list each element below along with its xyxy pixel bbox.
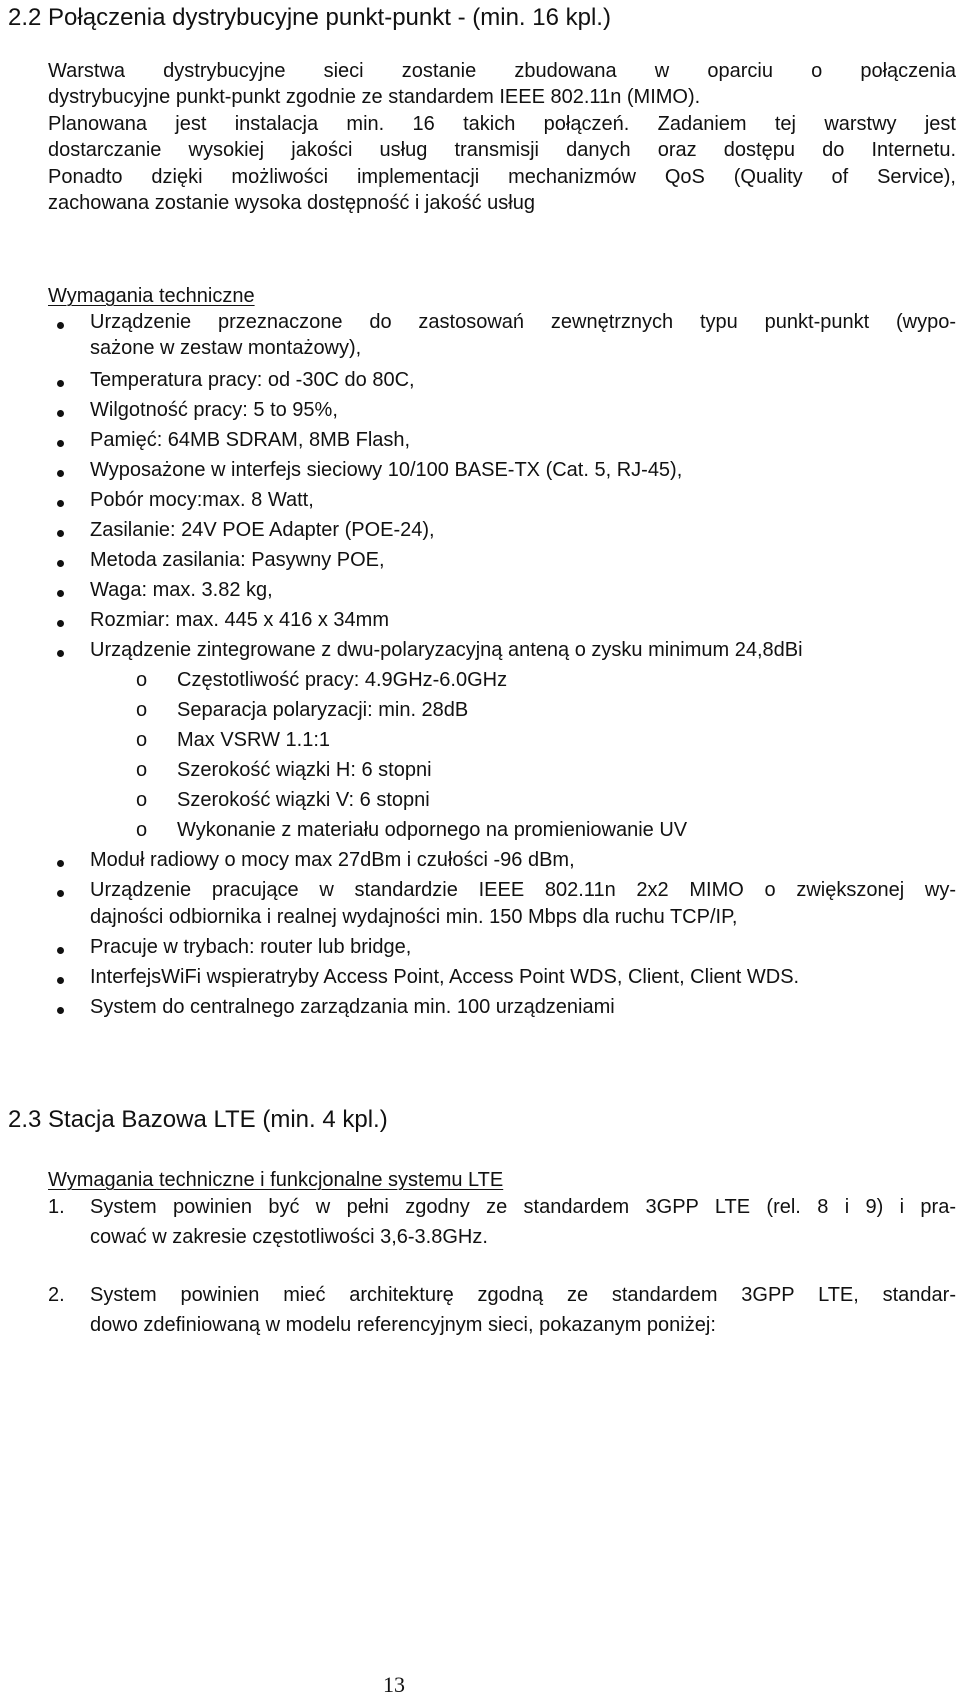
list-number: 1. [48,1196,65,1218]
bullet-dot [57,322,64,329]
paragraph-line: zachowana zostanie wysoka dostępność i jakość usług [48,192,535,214]
bullet-dot [57,410,64,417]
bullet-dot [57,620,64,627]
sub-list-item: Szerokość wiązki H: 6 stopni [177,759,432,781]
list-item: Wilgotność pracy: 5 to 95%, [90,399,338,421]
bullet-dot [57,380,64,387]
sub-bullet-marker: o [136,819,148,841]
sub-bullet-marker: o [136,699,148,721]
sub-list-item: Częstotliwość pracy: 4.9GHz-6.0GHz [177,669,508,691]
bullet-dot [57,650,64,657]
list-item: Zasilanie: 24V POE Adapter (POE-24), [90,519,435,541]
bullet-dot [57,530,64,537]
numbered-item: System powinien mieć architekturę zgodną ze standardem 3GPP LTE, standar- [90,1284,956,1306]
list-item: InterfejsWiFi wspieratryby Access Point, Access Point WDS, Client, Client WDS. [90,966,800,988]
sub-bullet-marker: o [136,669,148,691]
list-item: Waga: max. 3.82 kg, [90,579,273,601]
bullet-dot [57,977,64,984]
bullet-dot [57,500,64,507]
numbered-item-continuation: cować w zakresie częstotliwości 3,6-3.8GHz. [90,1226,488,1248]
bullet-dot [57,440,64,447]
bullet-dot [57,590,64,597]
list-item-continuation: sażone w zestaw montażowy), [90,337,362,359]
paragraph-line: Planowana jest instalacja min. 16 takich połączeń. Zadaniem tej warstwy jest [48,113,956,135]
list-item: Wyposażone w interfejs sieciowy 10/100 BASE-TX (Cat. 5, RJ-45), [90,459,683,481]
paragraph-line: Warstwa dystrybucyjne sieci zostanie zbudowana w oparciu o połączenia [48,60,956,82]
list-number: 2. [48,1284,65,1306]
list-item: Pracuje w trybach: router lub bridge, [90,936,412,958]
list-item-continuation: dajności odbiornika i realnej wydajności min. 150 Mbps dla ruchu TCP/IP, [90,906,738,928]
bullet-dot [57,890,64,897]
sub-bullet-marker: o [136,729,148,751]
sub-list-item: Max VSRW 1.1:1 [177,729,331,751]
paragraph-line: dostarczanie wysokiej jakości usług transmisji danych oraz dostępu do Internetu. [48,139,956,161]
list-item: Urządzenie przeznaczone do zastosowań zewnętrznych typu punkt-punkt (wypo- [90,311,956,333]
section-heading-2-3: 2.3 Stacja Bazowa LTE (min. 4 kpl.) [8,1106,388,1133]
list-item: Urządzenie pracujące w standardzie IEEE 802.11n 2x2 MIMO o zwiększonej wy- [90,879,956,901]
bullet-dot [57,560,64,567]
list-item: Metoda zasilania: Pasywny POE, [90,549,385,571]
list-item: Rozmiar: max. 445 x 416 x 34mm [90,609,389,631]
paragraph-line: dystrybucyjne punkt-punkt zgodnie ze standardem IEEE 802.11n (MIMO). [48,86,701,108]
list-item: Pobór mocy:max. 8 Watt, [90,489,314,511]
page-number: 13 [383,1672,405,1697]
bullet-dot [57,947,64,954]
list-item: Moduł radiowy o mocy max 27dBm i czułości -96 dBm, [90,849,575,871]
sub-bullet-marker: o [136,759,148,781]
sub-list-item: Wykonanie z materiału odpornego na promieniowanie UV [177,819,688,841]
lte-requirements-title: Wymagania techniczne i funkcjonalne systemu LTE [48,1169,504,1191]
list-item: Pamięć: 64MB SDRAM, 8MB Flash, [90,429,411,451]
sub-list-item: Szerokość wiązki V: 6 stopni [177,789,430,811]
sub-list-item: Separacja polaryzacji: min. 28dB [177,699,469,721]
paragraph-line: Ponadto dzięki możliwości implementacji mechanizmów QoS (Quality of Service), [48,166,956,188]
numbered-item: System powinien być w pełni zgodny ze standardem 3GPP LTE (rel. 8 i 9) i pra- [90,1196,956,1218]
list-item: Temperatura pracy: od -30C do 80C, [90,369,415,391]
numbered-item-continuation: dowo zdefiniowaną w modelu referencyjnym sieci, pokazanym poniżej: [90,1314,716,1336]
list-item: Urządzenie zintegrowane z dwu-polaryzacyjną anteną o zysku minimum 24,8dBi [90,639,803,661]
list-item: System do centralnego zarządzania min. 100 urządzeniami [90,996,615,1018]
bullet-dot [57,470,64,477]
requirements-title: Wymagania techniczne [48,285,255,307]
section-heading-2-2: 2.2 Połączenia dystrybucyjne punkt-punkt - (min. 16 kpl.) [8,4,611,31]
sub-bullet-marker: o [136,789,148,811]
bullet-dot [57,860,64,867]
bullet-dot [57,1007,64,1014]
